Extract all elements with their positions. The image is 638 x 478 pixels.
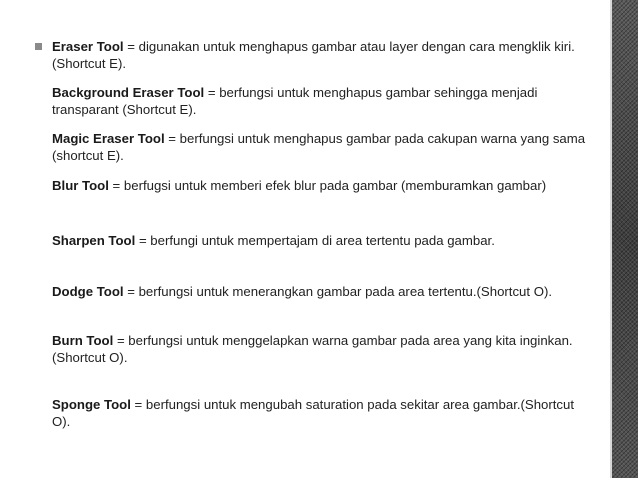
item-description: = digunakan untuk menghapus gambar atau layer dengan cara mengklik kiri. (Shortcut E).: [52, 39, 575, 71]
item-description: = berfungsi untuk menggelapkan warna gambar pada area yang kita inginkan. (Shortcut O).: [52, 333, 573, 365]
item-title: Sponge Tool: [52, 397, 131, 412]
item-sharpen-tool: [52, 232, 592, 249]
item-description: = berfugsi untuk memberi efek blur pada gambar (memburamkan gambar): [108, 178, 547, 193]
item-sponge-tool: [52, 396, 592, 430]
item-title: Blur Tool: [52, 178, 109, 193]
item-description: = berfungsi untuk menerangkan gambar pada area tertentu.(Shortcut O).: [123, 284, 553, 299]
decorative-side-strip: [612, 0, 638, 478]
item-title: Dodge Tool: [52, 284, 124, 299]
item-dodge-tool: [52, 283, 592, 300]
item-title: Sharpen Tool: [52, 233, 136, 248]
item-background-eraser-tool: [52, 84, 592, 118]
item-title: Eraser Tool: [52, 39, 124, 54]
item-title: Burn Tool: [52, 333, 114, 348]
item-description: = berfungsi untuk mengubah saturation pada sekitar area gambar.(Shortcut O).: [52, 397, 575, 429]
item-eraser-tool: [52, 38, 592, 72]
item-description: = berfungsi untuk menghapus gambar pada cakupan warna yang sama (shortcut E).: [52, 131, 586, 163]
item-burn-tool: [52, 332, 592, 366]
square-bullet-icon: [35, 43, 42, 50]
item-title: Magic Eraser Tool: [52, 131, 165, 146]
item-magic-eraser-tool: [52, 130, 592, 164]
item-description: = berfungi untuk mempertajam di area tertentu pada gambar.: [135, 233, 495, 248]
item-description: = berfungsi untuk menghapus gambar sehingga menjadi transparant (Shortcut E).: [52, 85, 538, 117]
item-title: Background Eraser Tool: [52, 85, 205, 100]
item-blur-tool: [52, 177, 592, 194]
